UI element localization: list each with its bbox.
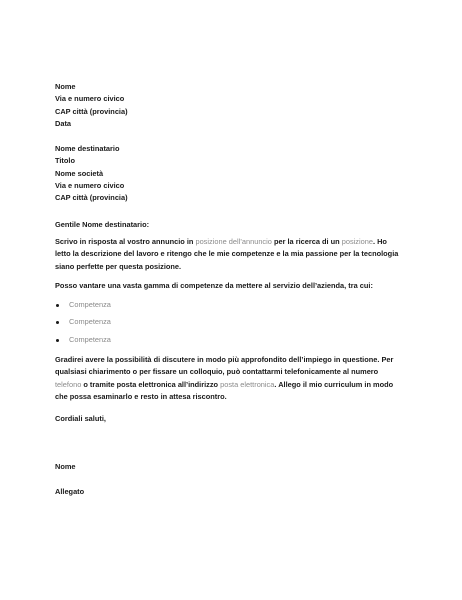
skill-placeholder[interactable]: Competenza — [69, 317, 111, 327]
signature-text: Nome — [55, 462, 76, 471]
bullet-icon — [56, 339, 59, 342]
contact-text-3: . Allego il mio curriculum in modo che possa esaminarlo e resto in attesa riscontro. — [55, 379, 394, 401]
recipient-company[interactable]: Nome società — [55, 168, 104, 178]
sender-city[interactable]: CAP città (provincia) — [55, 106, 128, 116]
intro-text-3: . Ho letto la descrizione del lavoro e ritengo che le mie competenze e la mia passione per la tecnologia siano perfette per questa posizione. — [55, 237, 399, 271]
phone-placeholder[interactable]: telefono — [55, 379, 82, 389]
skills-intro-text: Posso vantare una vasta gamma di competenze da mettere al servizio dell’azienda, tra cui: — [55, 281, 373, 290]
sender-address-block — [55, 81, 405, 130]
salutation-text: Gentile Nome destinatario: — [55, 220, 150, 229]
closing[interactable] — [55, 413, 405, 425]
signature-name[interactable] — [55, 461, 405, 473]
skill-placeholder[interactable]: Competenza — [69, 299, 111, 309]
sender-street[interactable]: Via e numero civico — [55, 94, 125, 104]
contact-text-2: o tramite posta elettronica all’indirizzo — [81, 379, 221, 389]
recipient-name[interactable]: Nome destinatario — [55, 144, 120, 153]
recipient-address-block — [55, 143, 405, 204]
body-paragraph-intro[interactable] — [55, 236, 400, 273]
closing-text: Cordiali saluti, — [55, 414, 106, 423]
list-item[interactable] — [55, 334, 405, 346]
skills-list — [55, 299, 405, 352]
bullet-icon — [56, 321, 59, 324]
skill-placeholder[interactable]: Competenza — [69, 334, 111, 344]
recipient-street[interactable]: Via e numero civico — [55, 180, 125, 190]
intro-text-2: per la ricerca di un — [271, 237, 342, 246]
body-paragraph-skills-intro[interactable] — [55, 280, 405, 292]
intro-text-1: Scrivo in risposta al vostro annuncio in — [55, 237, 196, 246]
ad-position-placeholder[interactable]: posizione dell’annuncio — [195, 237, 272, 246]
email-placeholder[interactable]: posta elettronica — [220, 379, 275, 389]
enclosure-text: Allegato — [55, 487, 85, 496]
bullet-icon — [56, 304, 59, 307]
sender-name[interactable]: Nome — [55, 82, 76, 91]
list-item[interactable] — [55, 299, 405, 311]
recipient-city[interactable]: CAP città (provincia) — [55, 193, 128, 203]
contact-text-1: Gradirei avere la possibilità di discutere in modo più approfondito dell’impiego in questione. Per qualsiasi chiarimento o per fissare un colloquio, può contattarmi telefonicamente al numero — [55, 355, 394, 377]
recipient-title[interactable]: Titolo — [55, 156, 75, 166]
body-paragraph-contact[interactable] — [55, 354, 400, 403]
salutation[interactable] — [55, 219, 405, 231]
job-position-placeholder[interactable]: posizione — [341, 237, 373, 246]
letter-date[interactable]: Data — [55, 118, 72, 128]
enclosure-label[interactable] — [55, 486, 405, 498]
list-item[interactable] — [55, 317, 405, 329]
